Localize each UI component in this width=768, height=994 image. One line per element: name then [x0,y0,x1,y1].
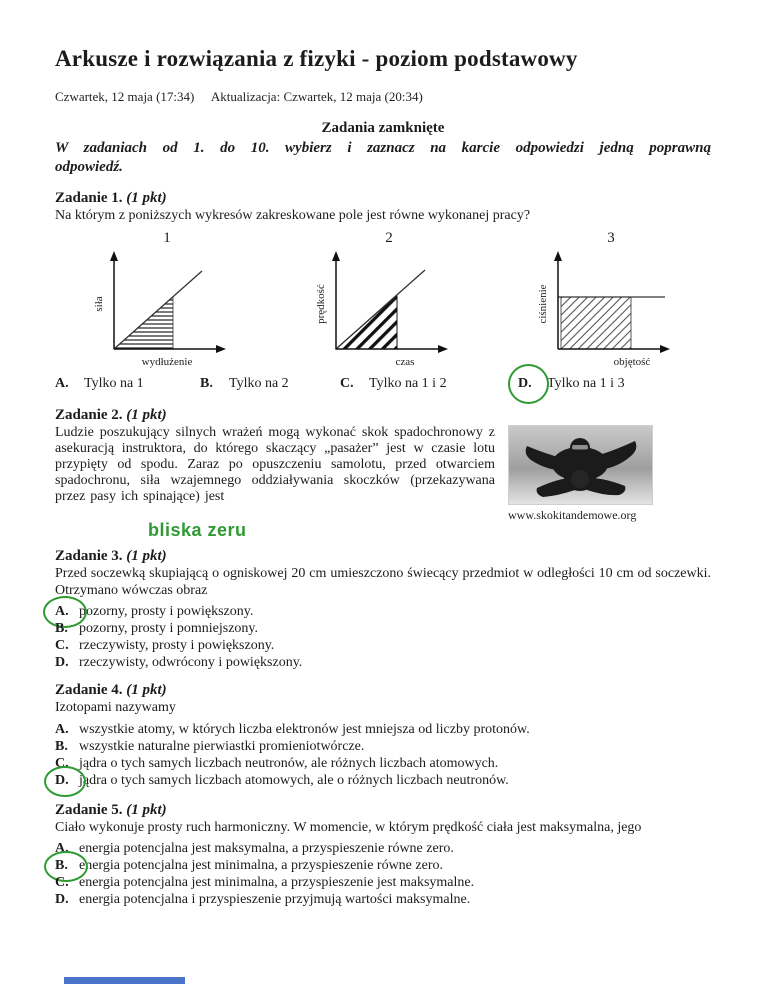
task-1-option-c [340,375,518,393]
hatched-area [561,297,631,349]
task-3-option-a [55,603,711,620]
graph-3-number: 3 [607,230,615,246]
option-text: rzeczywisty, odwrócony i powiększony. [79,655,303,670]
option-letter: A. [55,376,69,391]
option-text: energia potencjalna jest maksymalna, a przyspieszenie równe zero. [79,841,454,856]
task-1-points: (1 pkt) [126,190,167,206]
task-3-options [55,603,711,671]
task-5-options [55,840,711,908]
task-5-points: (1 pkt) [126,802,167,818]
image-caption: www.skokitandemowe.org [508,508,637,522]
task-5-option-b [55,857,711,874]
task-5-option-a [55,840,711,857]
section-heading: Zadania zamknięte [321,120,445,136]
task-3-heading [55,548,711,564]
task-1-option-d [518,375,711,393]
x-axis-label: objętość [613,356,651,368]
option-text: Tylko na 1 i 3 [547,376,625,391]
updated-date: Aktualizacja: Czwartek, 12 maja (20:34) [210,89,423,104]
task-5-heading [55,802,711,818]
option-text: rzeczywisty, prosty i powiększony. [79,638,275,653]
option-text: pozorny, prosty i powiększony. [79,604,254,619]
y-axis-arrow [110,251,118,261]
task-3-option-c [55,637,711,654]
y-axis-label: ciśnienie [537,284,549,324]
task-1-heading [55,190,711,206]
task-2-question: Ludzie poszukujący silnych wrażeń mogą wykonać skok spadochronowy z asekuracją instruktora, do którego skaczący „pasażer” jest w czasie lotu przypięty od spodu. Zaraz po opuszczeniu samolotu, przed otwarciem spadochronu, siła wzajemnego oddziaływania skoczków (przekazywana przez pasy ich spinające) jest [55,425,495,504]
answer-annotation: bliska zeru [148,520,247,540]
task-1-option-b [200,375,340,393]
task-5-option-c [55,874,711,891]
answer-circle-mark: B. [55,857,79,874]
task-4-option-c [55,755,711,772]
option-letter: C. [340,376,354,391]
graph-2-number: 2 [385,230,393,246]
task-2-heading [55,407,711,423]
answer-circle-mark: D. [55,772,79,789]
published-date: Czwartek, 12 maja (17:34) [55,89,195,104]
task-3-option-b [55,620,711,637]
task-4-option-d [55,772,711,789]
task-3-option-d [55,654,711,671]
option-text: Tylko na 2 [229,376,289,391]
option-letter: B. [55,739,68,754]
task-4-points: (1 pkt) [126,682,167,698]
task-1-options [55,375,711,393]
task-5-number: Zadanie 5. [55,802,123,818]
task-3-question: Przed soczewką skupiającą o ogniskowej 20 cm umieszczono świecący przedmiot w odległości 10 cm od soczewki. Otrzymano wówczas obraz [55,566,711,598]
option-text: energia potencjalna jest minimalna, a przyspieszenie równe zero. [79,858,443,873]
graph-1-plot [83,246,233,370]
task-5-option-d [55,891,711,908]
x-axis-arrow [438,345,448,353]
option-letter: B. [55,621,68,636]
option-letter: C. [55,756,69,771]
graph-2-plot [305,246,455,370]
option-text: jądra o tych samych liczbach atomowych, ale o różnych liczbach neutronów. [79,773,509,788]
option-text: energia potencjalna i przyspieszenie przyjmują wartości maksymalne. [79,892,471,907]
graph-3 [527,230,677,370]
instruction-text: W zadaniach od 1. do 10. wybierz i zaznacz na karcie odpowiedzi jedną poprawną odpowiedź. [55,140,711,175]
task-2-body [55,425,711,522]
y-axis-label: prędkość [315,284,327,324]
option-letter: B. [200,376,213,391]
x-axis-arrow [660,345,670,353]
answer-circle-mark: D. [518,375,542,393]
option-text: Tylko na 1 i 2 [369,376,447,391]
option-text: wszystkie atomy, w których liczba elektronów jest mniejsza od liczby protonów. [79,722,530,737]
option-letter: A. [55,722,69,737]
option-text: pozorny, prosty i pomniejszony. [79,621,258,636]
task-1-question: Na którym z poniższych wykresów zakreskowane pole jest równe wykonanej pracy? [55,208,531,223]
task-2-number: Zadanie 2. [55,407,123,423]
option-text: energia potencjalna jest minimalna, a przyspieszenie jest maksymalne. [79,875,475,890]
task-1-number: Zadanie 1. [55,190,123,206]
task-2-points: (1 pkt) [126,407,167,423]
option-letter: A. [55,841,69,856]
option-text: jądra o tych samych liczbach neutronów, ale różnych liczbach atomowych. [79,756,499,771]
option-text: wszystkie naturalne pierwiastki promieniotwórcze. [79,739,365,754]
graph-3-plot [527,246,677,370]
task-4-option-b [55,738,711,755]
x-axis-arrow [216,345,226,353]
page-title: Arkusze i rozwiązania z fizyki - poziom podstawowy [55,46,578,71]
graph-2 [305,230,455,370]
task-4-options [55,721,711,789]
task-4-heading [55,682,711,698]
task-4-option-a [55,721,711,738]
task-3-points: (1 pkt) [126,548,167,564]
task-4-number: Zadanie 4. [55,682,123,698]
graph-1-number: 1 [163,230,171,246]
option-letter: D. [55,892,69,907]
option-letter: C. [55,638,69,653]
task-3-number: Zadanie 3. [55,548,123,564]
option-letter: C. [55,875,69,890]
y-axis-arrow [332,251,340,261]
y-axis-label: siła [93,296,105,312]
task-1-option-a [55,375,200,393]
y-axis-arrow [554,251,562,261]
option-letter: D. [55,655,69,670]
bottom-blue-bar[interactable] [64,977,185,984]
graph-1 [83,230,233,370]
task-1-graphs [55,230,711,370]
x-axis-label: wydłużenie [141,356,193,368]
task-2-figure [508,425,653,522]
answer-circle-mark: A. [55,603,79,620]
dateline [55,89,711,104]
task-4-question: Izotopami nazywamy [55,700,176,715]
task-5-question: Ciało wykonuje prosty ruch harmoniczny. W momencie, w którym prędkość ciała jest maksymalna, jego [55,820,642,835]
skydivers-image [508,425,653,505]
goggles [572,445,588,450]
option-text: Tylko na 1 [84,376,144,391]
x-axis-label: czas [395,356,415,368]
